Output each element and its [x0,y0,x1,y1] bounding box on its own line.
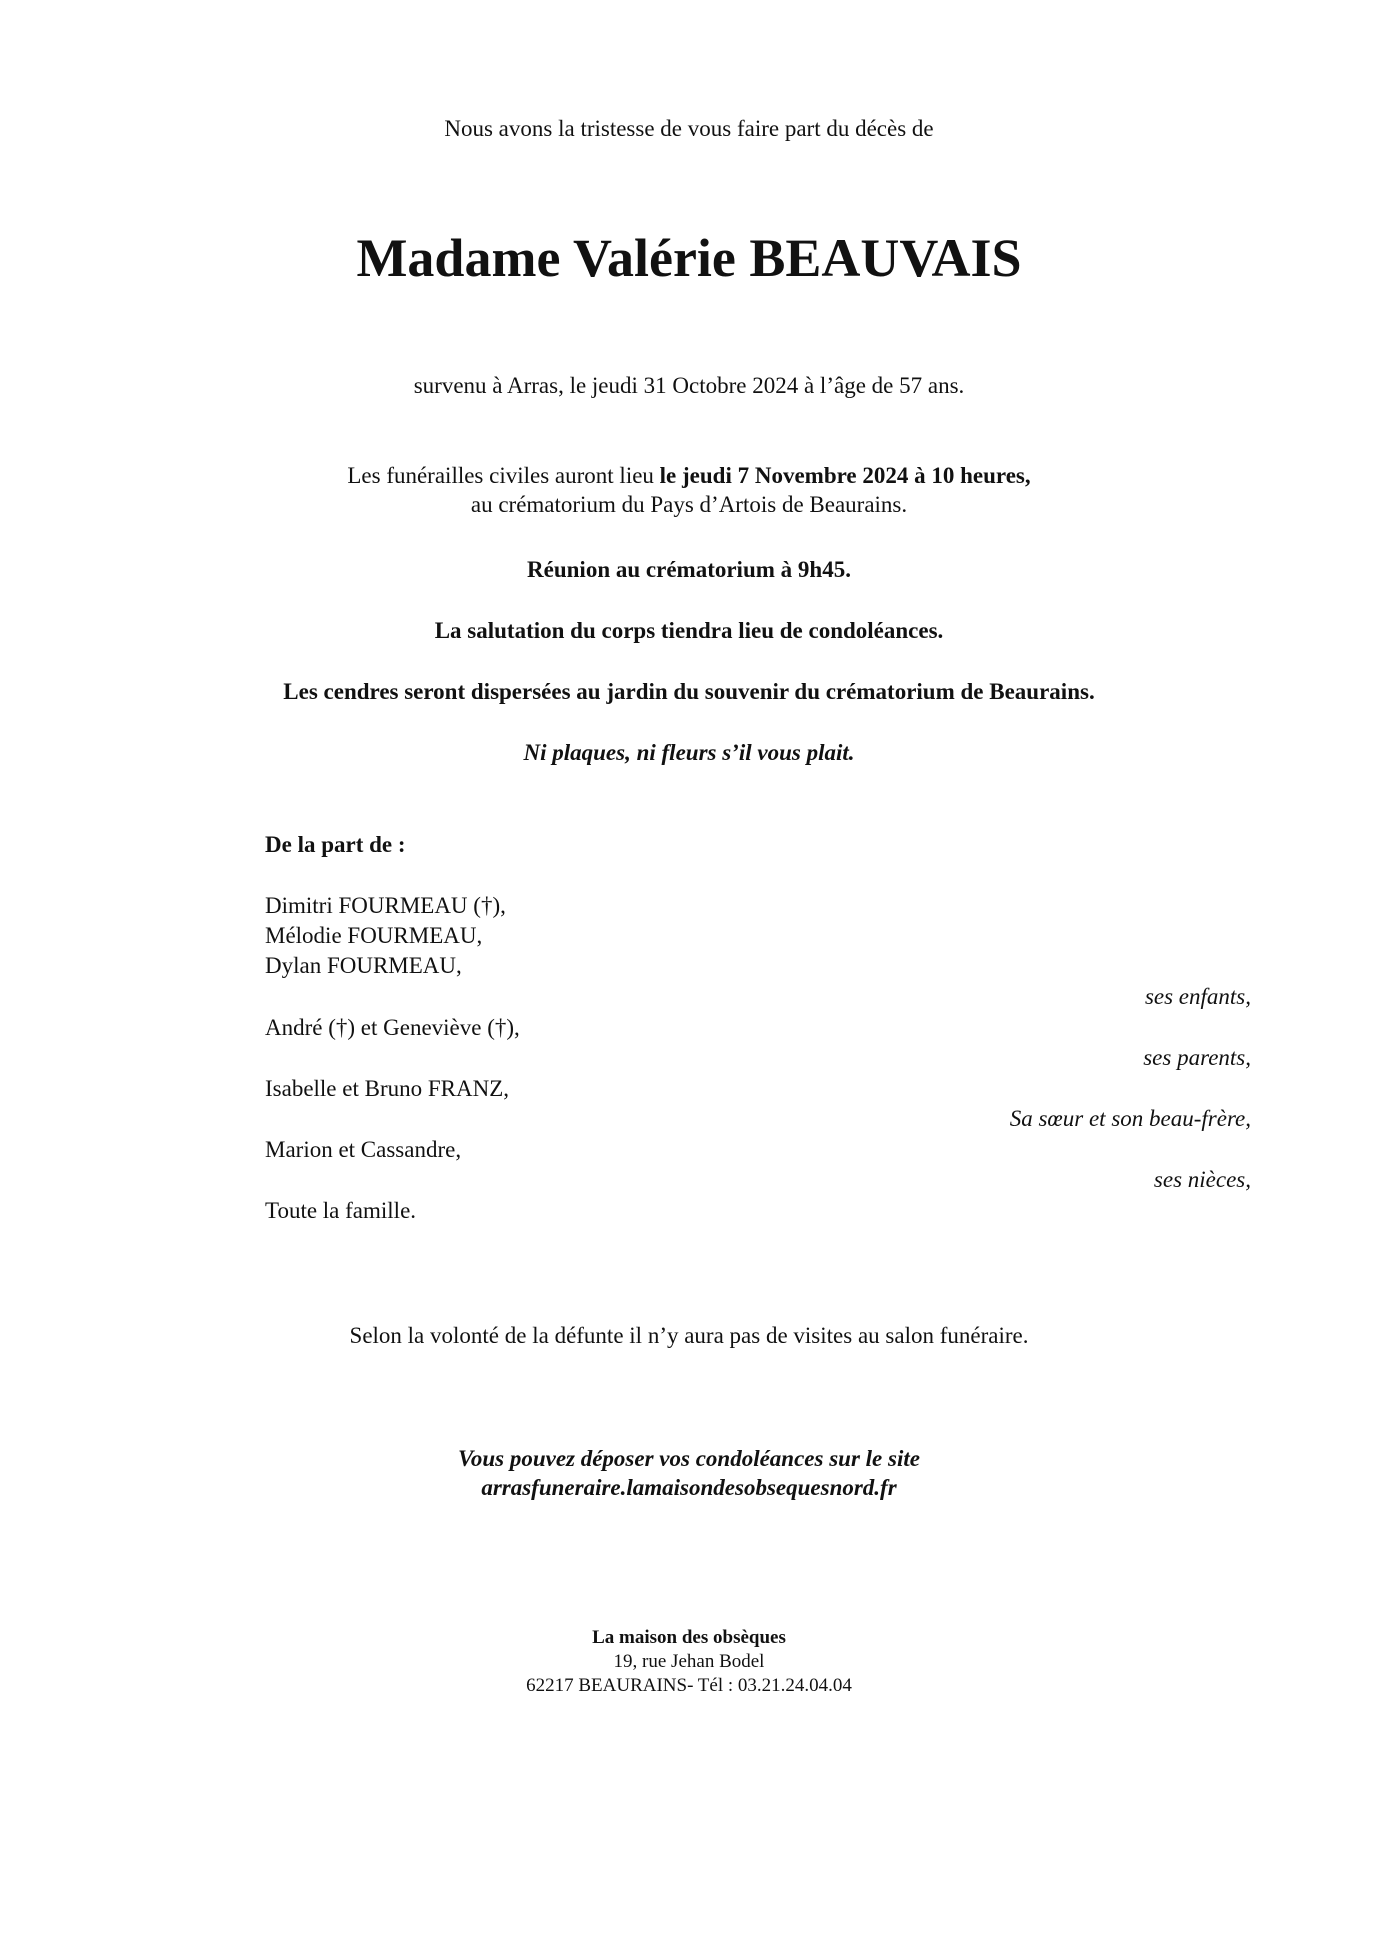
condolences-note: Vous pouvez déposer vos condoléances sur le site [458,1446,920,1471]
family-name: André (†) et Geneviève (†), [265,1015,520,1040]
family-section-title: De la part de : [265,832,406,857]
ashes-note: Les cendres seront dispersées au jardin du souvenir du crématorium de Beaurains. [283,679,1095,704]
funeral-date: le jeudi 7 Novembre 2024 à 10 heures, [659,463,1031,488]
family-name: Dylan FOURMEAU, [265,953,462,978]
intro-text: Nous avons la tristesse de vous faire part du décès de [444,116,934,141]
funeral-date-line [0,461,1378,491]
flowers-note: Ni plaques, ni fleurs s’il vous plait. [523,740,855,765]
family-name: Toute la famille. [265,1198,417,1223]
family-relation: ses nièces, [1153,1167,1251,1192]
funeral-home-name: La maison des obsèques [592,1627,786,1648]
family-relation: ses enfants, [1144,984,1251,1009]
reunion-time: Réunion au crématorium à 9h45. [527,557,851,582]
salutation-note: La salutation du corps tiendra lieu de condoléances. [434,618,944,643]
condolences-website: arrasfuneraire.lamaisondesobsequesnord.fr [481,1475,897,1500]
family-relation: ses parents, [1143,1045,1251,1070]
family-relation: Sa sœur et son beau-frère, [1009,1106,1251,1131]
funeral-home-city-phone: 62217 BEAURAINS- Tél : 03.21.24.04.04 [526,1675,852,1696]
family-name: Marion et Cassandre, [265,1137,462,1162]
family-name: Dimitri FOURMEAU (†), [265,893,506,918]
family-name: Isabelle et Bruno FRANZ, [265,1076,510,1101]
death-details: survenu à Arras, le jeudi 31 Octobre 2024 à l’âge de 57 ans. [413,373,965,398]
funeral-home-street: 19, rue Jehan Bodel [613,1651,765,1672]
funeral-date-prefix: Les funérailles civiles auront lieu [347,463,660,488]
family-name: Mélodie FOURMEAU, [265,923,483,948]
deceased-name: Madame Valérie BEAUVAIS [356,228,1022,288]
no-visits-note: Selon la volonté de la défunte il n’y aura pas de visites au salon funéraire. [349,1323,1029,1348]
funeral-location: au crématorium du Pays d’Artois de Beaurains. [470,492,908,517]
